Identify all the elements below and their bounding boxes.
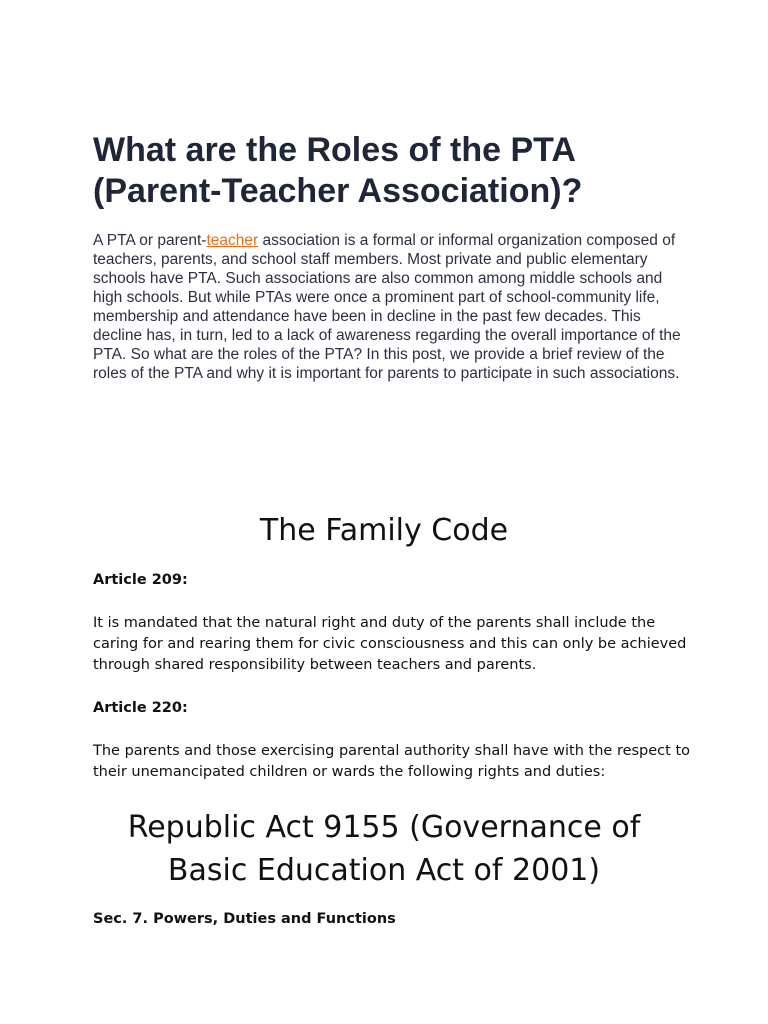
family-code-heading: The Family Code xyxy=(259,513,509,548)
teacher-link[interactable]: teacher xyxy=(206,232,259,249)
section-7-label: Sec. 7. Powers, Duties and Functions xyxy=(93,911,396,927)
intro-paragraph xyxy=(93,231,693,383)
article-title-line-2: (Parent-Teacher Association)? xyxy=(93,172,583,210)
intro-text-rest: association is a formal or informal organization composed of teachers, parents, and school staff members. Most private and public elementary schools have PTA. Such associations are also common among middle schools and high schools. But while PTAs were once a prominent part of school-community life, membership and attendance have been in decline in the past few decades. This decline has, in turn, led to a lack of awareness regarding the overall importance of the PTA. So what are the roles of the PTA? In this post, we provide a brief review of the roles of the PTA and why it is important for parents to participate in such associations. xyxy=(93,232,681,382)
article-209-text: It is mandated that the natural right and duty of the parents shall include the caring for and rearing them for civic consciousness and this can only be achieved through shared responsibility between teachers and parents. xyxy=(93,615,687,673)
article-209-label: Article 209: xyxy=(93,572,188,588)
article-title-line-1: What are the Roles of the PTA xyxy=(93,131,576,169)
article-220-label: Article 220: xyxy=(93,700,188,716)
intro-text-start: A PTA or parent- xyxy=(93,232,207,249)
article-title xyxy=(93,130,713,212)
article-220-text: The parents and those exercising parental authority shall have with the respect to their unemancipated children or wards the following rights and duties: xyxy=(93,743,691,780)
republic-act-heading: Republic Act 9155 (Governance of Basic Education Act of 2001) xyxy=(127,810,641,888)
